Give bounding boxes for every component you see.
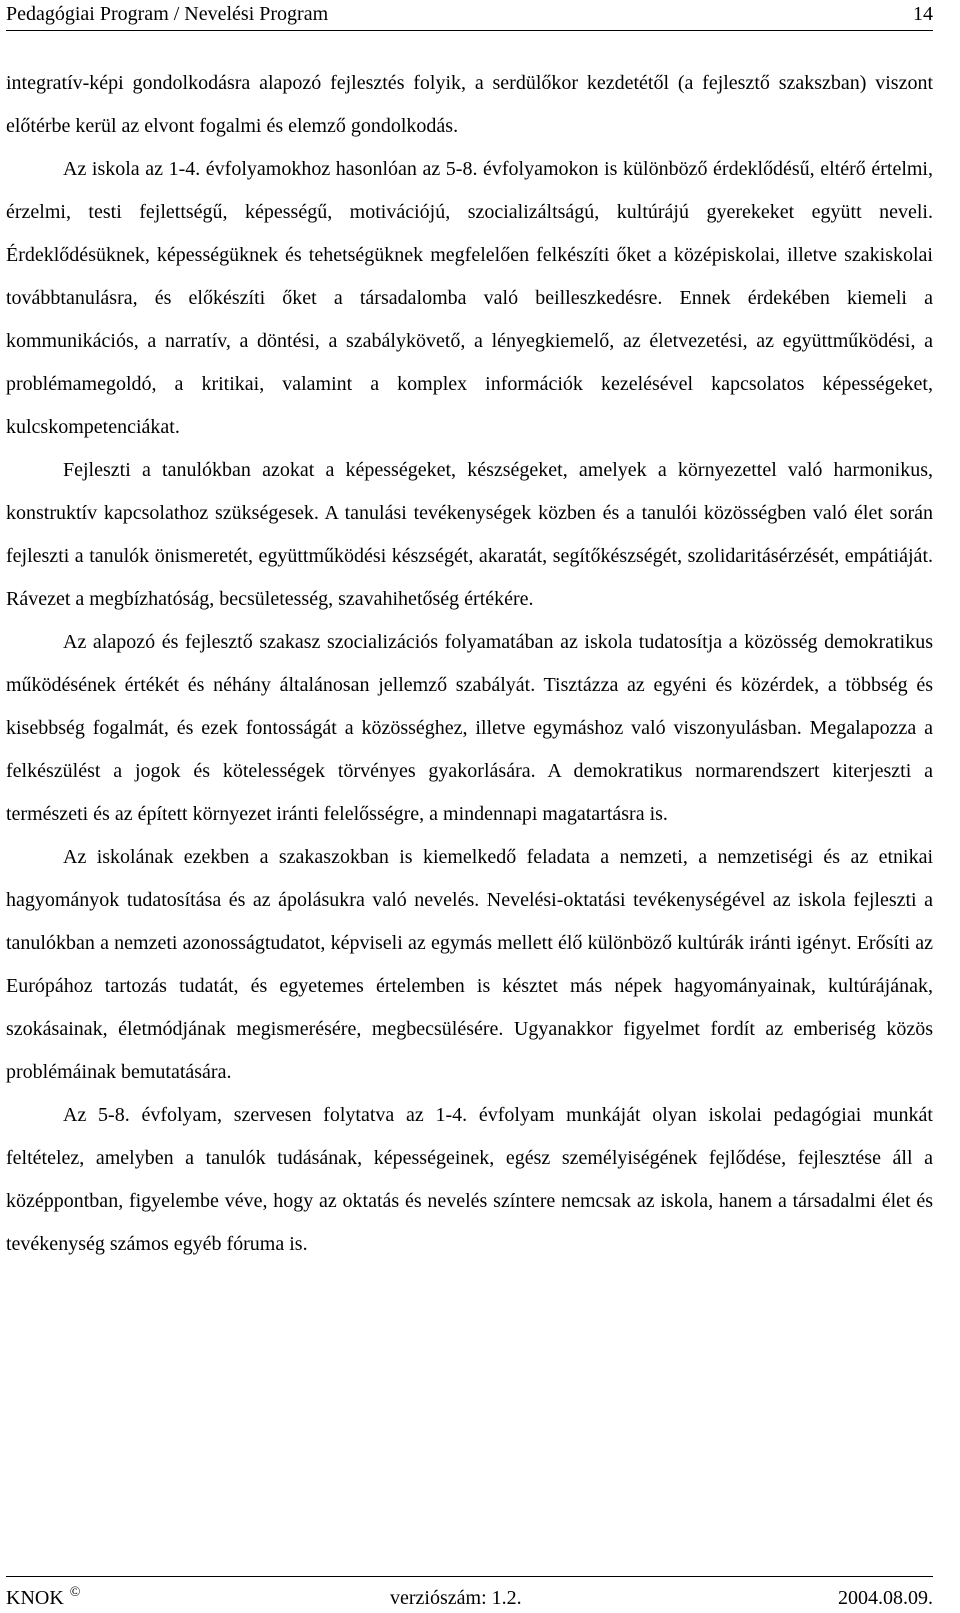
paragraph-1: integratív-képi gondolkodásra alapozó fejlesztés folyik, a serdülőkor kezdetétől (a fejlesztő szakszban) viszont előtérbe kerül az elvont fogalmi és elemző gondolkodás. — [6, 72, 933, 137]
document-body — [6, 62, 933, 1266]
paragraph-4: Az alapozó és fejlesztő szakasz szocializációs folyamatában az iskola tudatosítja a közösség demokratikus működésének értékét és néhány általánosan jellemző szabályát. Tisztázza az egyéni és közérdek, a többség és kisebbség fogalmát, és ezek fontosságát a közösséghez, illetve egymáshoz való viszonyulásban. Megalapozza a felkészülést a jogok és kötelességek törvényes gyakorlására. A demokratikus normarendszert kiterjeszti a természeti és az épített környezet iránti felelősségre, a mindennapi magatartásra is. — [6, 631, 933, 825]
copyright-icon: © — [69, 1585, 81, 1601]
page-footer — [6, 1576, 933, 1613]
page-number: 14 — [913, 3, 933, 25]
author-name: KNOK — [6, 1587, 64, 1609]
paragraph-6: Az 5-8. évfolyam, szervesen folytatva az 1-4. évfolyam munkáját olyan iskolai pedagógiai munkát feltételez, amelyben a tanulók tudásának, képességeinek, egész személyiségének fejlődése, fejlesztése áll a középpontban, figyelembe véve, hogy az oktatás és nevelés színtere nemcsak az iskola, hanem a társadalmi élet és tevékenység számos egyéb fóruma is. — [6, 1104, 933, 1255]
page-header — [6, 0, 933, 31]
footer-author — [6, 1585, 80, 1611]
paragraph-2: Az iskola az 1-4. évfolyamokhoz hasonlóan az 5-8. évfolyamokon is különböző érdeklődésű, eltérő értelmi, érzelmi, testi fejlettségű, képességű, motivációjú, szocializáltságú, kultúrájú gyerekeket együtt neveli. Érdeklődésüknek, képességüknek és tehetségüknek megfelelően felkészíti őket a középiskolai, illetve szakiskolai továbbtanulásra, és előkészíti őket a társadalomba való beilleszkedésre. Ennek érdekében kiemeli a kommunikációs, a narratív, a döntési, a szabálykövető, a lényegkiemelő, az életvezetési, az együttműködési, a problémamegoldó, a kritikai, valamint a komplex információk kezelésével kapcsolatos képességeket, kulcskompetenciákat. — [6, 158, 933, 438]
document-title: Pedagógiai Program / Nevelési Program — [6, 3, 329, 25]
paragraph-5: Az iskolának ezekben a szakaszokban is kiemelkedő feladata a nemzeti, a nemzetiségi és az etnikai hagyományok tudatosítása és az ápolásukra való nevelés. Nevelési-oktatási tevékenységével az iskola fejleszti a tanulókban a nemzeti azonosságtudatot, képviseli az egymás mellett élő különböző kultúrák iránti igényt. Erősíti az Európához tartozás tudatát, és egyetemes értelemben is késztet más népek hagyományainak, kultúrájának, szokásainak, életmódjának megismerésére, megbecsülésére. Ugyanakkor figyelmet fordít az emberiség közös problémáinak bemutatására. — [6, 846, 933, 1083]
footer-version: verziószám: 1.2. — [390, 1587, 522, 1609]
footer-date: 2004.08.09. — [838, 1587, 933, 1609]
paragraph-3: Fejleszti a tanulókban azokat a képességeket, készségeket, amelyek a környezettel való harmonikus, konstruktív kapcsolathoz szükségesek. A tanulási tevékenységek közben és a tanulói közösségben való élet során fejleszti a tanulók önismeretét, együttműködési készségét, akaratát, segítőkészségét, szolidaritásérzését, empátiáját. Rávezet a megbízhatóság, becsületesség, szavahihetőség értékére. — [6, 459, 933, 610]
